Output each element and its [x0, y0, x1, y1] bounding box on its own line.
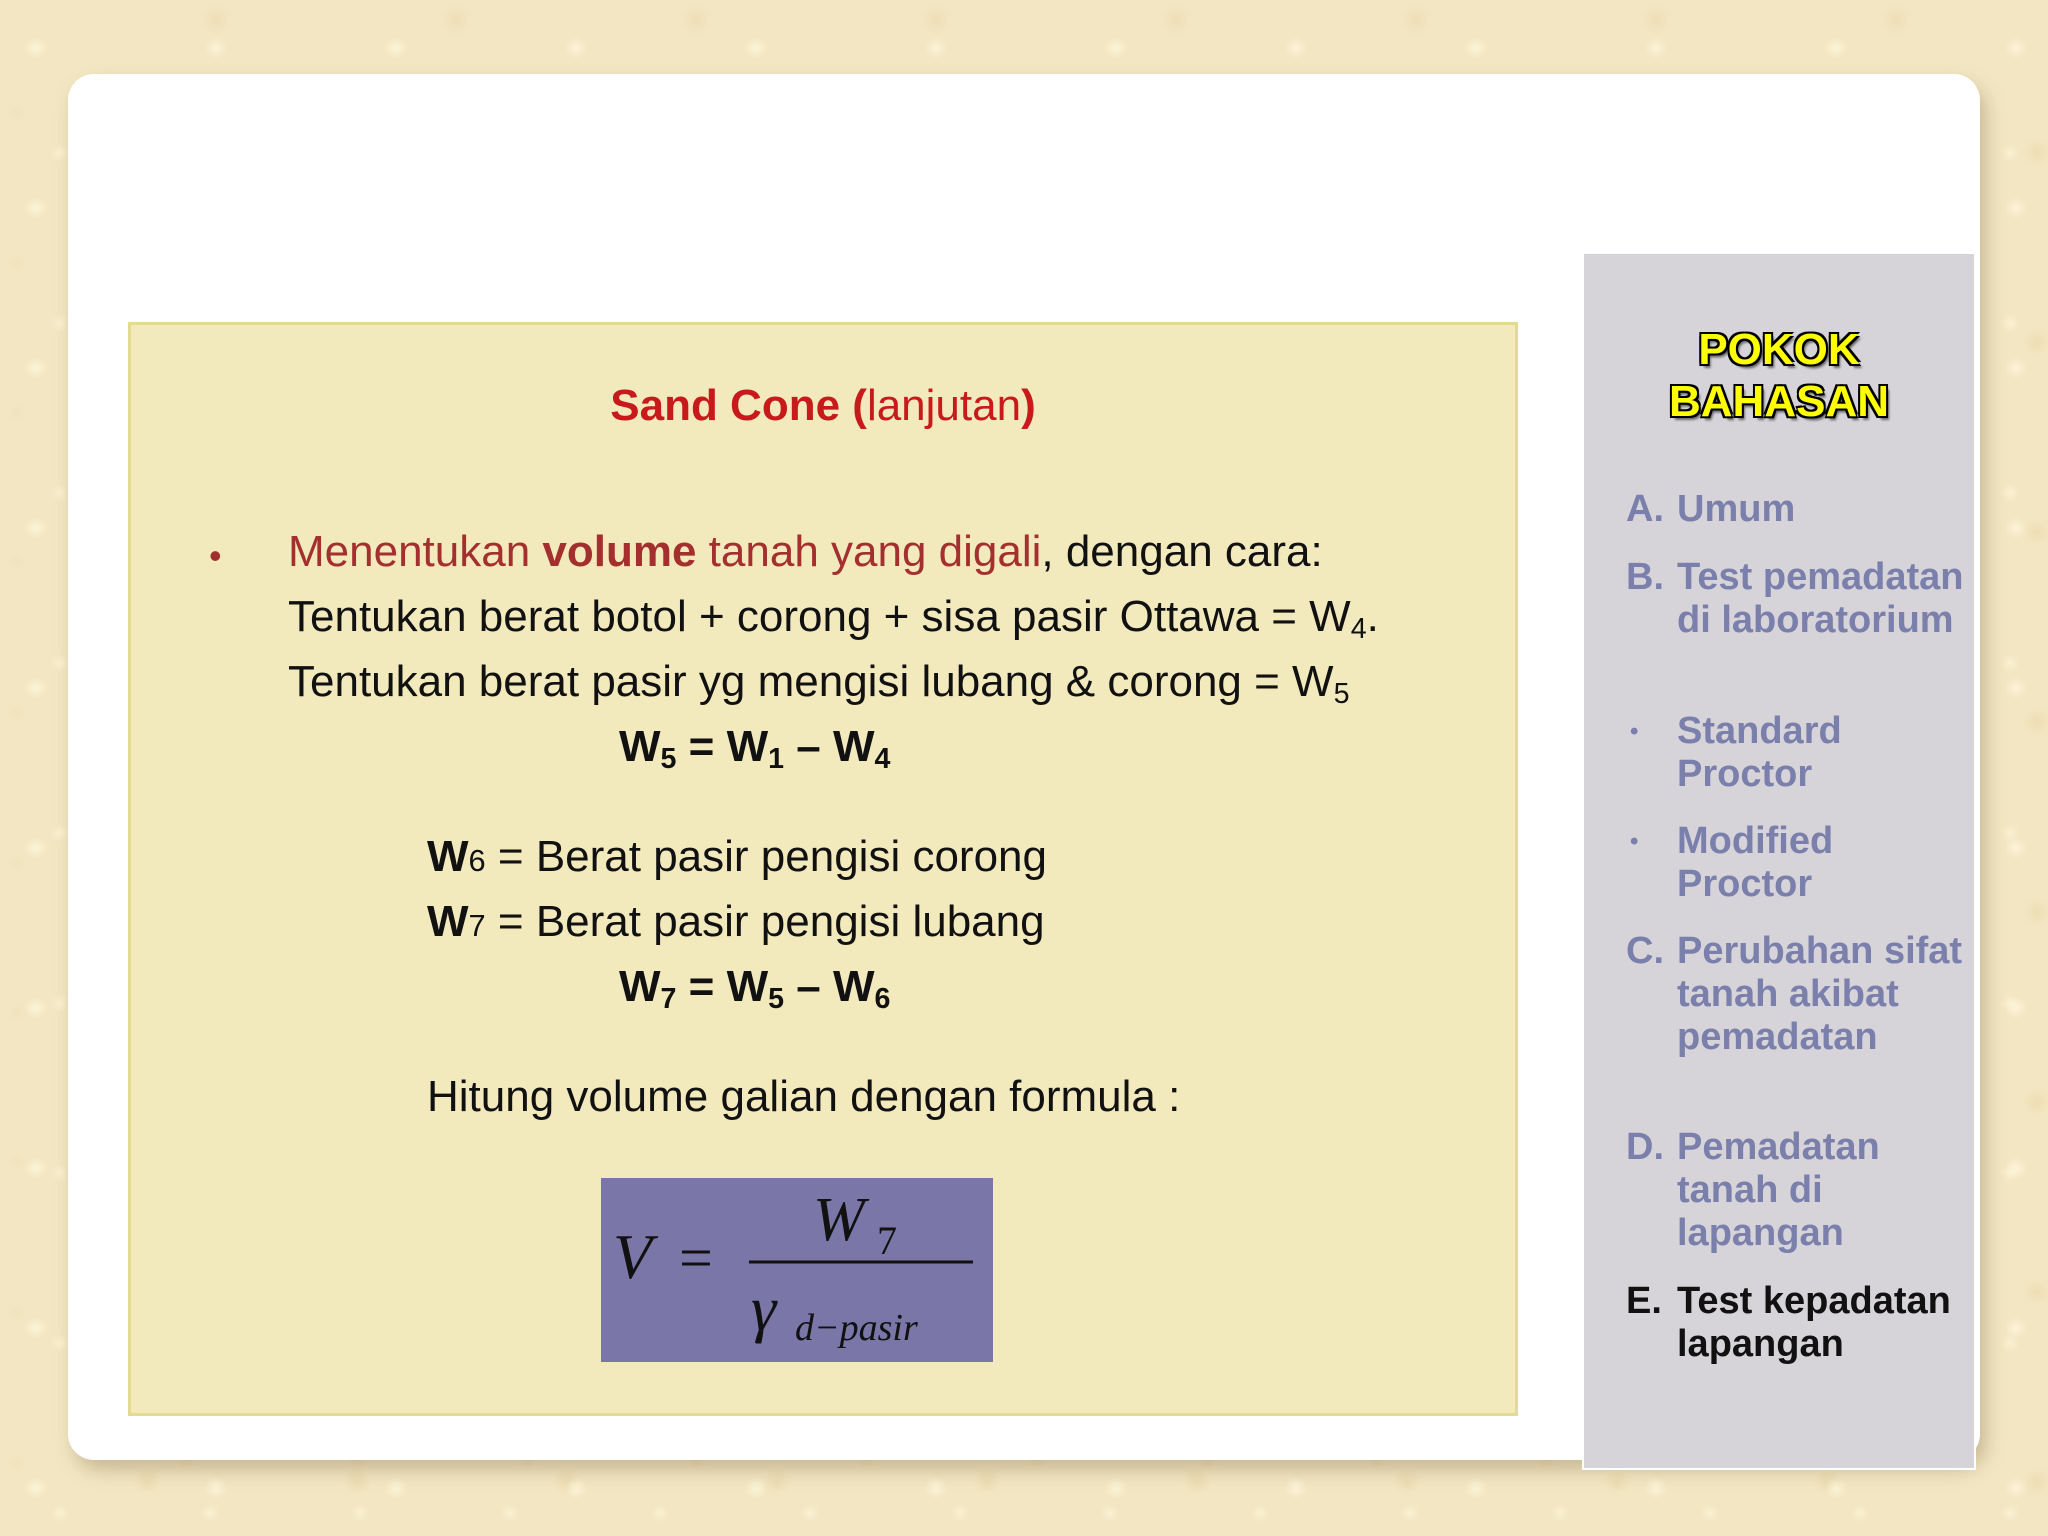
bullet-red-2: tanah yang digali	[696, 527, 1042, 576]
bullet-marker: •	[209, 535, 222, 576]
toc-item-umum[interactable]	[1626, 488, 1966, 531]
toc-text: Modified Proctor	[1677, 820, 1834, 905]
bullet-red-bold: volume	[542, 527, 697, 576]
eq2-c-sub: 6	[874, 983, 891, 1016]
def6-num: 6	[468, 843, 486, 878]
formula-denominator: γ	[751, 1273, 777, 1344]
def7-rest: = Berat pasir pengisi lubang	[485, 897, 1045, 946]
eq2-c: – W	[784, 962, 875, 1011]
toc-text: Umum	[1677, 488, 1796, 530]
title-paren-text: lanjutan	[866, 381, 1022, 430]
definition-w7	[427, 897, 1045, 947]
toc-item-test-kepadatan[interactable]	[1626, 1280, 1966, 1366]
formula-denominator-sub: d−pasir	[795, 1307, 918, 1349]
line3-sub: 5	[1333, 678, 1350, 711]
content-panel	[128, 322, 1518, 1416]
volume-formula	[601, 1178, 993, 1362]
title-paren-open: (	[852, 381, 867, 430]
toc-item-standard-proctor[interactable]	[1626, 710, 1966, 796]
eq2-b-sub: 5	[768, 983, 785, 1016]
toc-bullet: •	[1630, 718, 1639, 745]
line2-end: .	[1366, 592, 1379, 641]
eq1-c: – W	[784, 722, 875, 771]
slide-title	[131, 381, 1515, 431]
sidebar-title	[1584, 324, 1974, 428]
def7-num: 7	[468, 908, 486, 943]
def6-rest: = Berat pasir pengisi corong	[485, 832, 1047, 881]
def7-w: W	[427, 897, 469, 946]
eq1-b-sub: 1	[768, 743, 785, 776]
toc-item-perubahan-sifat[interactable]	[1626, 930, 1966, 1059]
toc-text: Standard Proctor	[1677, 710, 1842, 795]
eq2-a-sub: 7	[660, 983, 677, 1016]
toc-item-pemadatan-lapangan[interactable]	[1626, 1126, 1966, 1255]
equation-w7	[619, 962, 891, 1016]
bullet-red-1: Menentukan	[288, 527, 543, 576]
toc-item-modified-proctor[interactable]	[1626, 820, 1966, 906]
toc-text: Pemadatan tanah di lapangan	[1677, 1126, 1880, 1254]
formula-numerator: W	[813, 1186, 865, 1254]
line2-sub: 4	[1350, 613, 1367, 646]
definition-w6	[427, 832, 1047, 882]
formula-intro: Hitung volume galian dengan formula :	[427, 1072, 1181, 1121]
toc-marker: B.	[1626, 556, 1664, 598]
sidebar-title-line2: BAHASAN	[1669, 377, 1889, 426]
toc-marker: E.	[1626, 1280, 1662, 1322]
toc-text: Test kepadatan lapangan	[1677, 1280, 1951, 1365]
eq2-b: = W	[676, 962, 769, 1011]
bullet-line	[288, 527, 1323, 577]
eq1-b: = W	[676, 722, 769, 771]
toc-item-test-pemadatan[interactable]	[1626, 556, 1966, 642]
eq1-a: W	[619, 722, 661, 771]
topics-sidebar	[1582, 252, 1976, 1470]
toc-bullet: •	[1630, 828, 1639, 855]
equation-w5	[619, 722, 891, 776]
bullet-rest: , dengan cara:	[1041, 527, 1323, 576]
line2-text: Tentukan berat botol + corong + sisa pasir Ottawa = W	[288, 592, 1351, 641]
toc-marker: A.	[1626, 488, 1664, 530]
instruction-line-2	[288, 592, 1379, 646]
eq1-a-sub: 5	[660, 743, 677, 776]
toc-text: Test pemadatan di laboratorium	[1677, 556, 1964, 641]
toc-marker: D.	[1626, 1126, 1664, 1168]
toc-marker: C.	[1626, 930, 1664, 972]
eq1-c-sub: 4	[874, 743, 891, 776]
title-bold: Sand Cone	[610, 381, 841, 430]
formula-equals: =	[679, 1225, 713, 1291]
toc-text: Perubahan sifat tanah akibat pemadatan	[1677, 930, 1963, 1058]
eq2-a: W	[619, 962, 661, 1011]
line3-text: Tentukan berat pasir yg mengisi lubang & corong = W	[288, 657, 1334, 706]
def6-w: W	[427, 832, 469, 881]
formula-lhs: V	[613, 1221, 653, 1292]
sidebar-title-line1: POKOK	[1698, 325, 1860, 374]
title-paren-close: )	[1021, 381, 1036, 430]
instruction-line-3	[288, 657, 1350, 711]
formula-numerator-sub: 7	[877, 1218, 897, 1263]
